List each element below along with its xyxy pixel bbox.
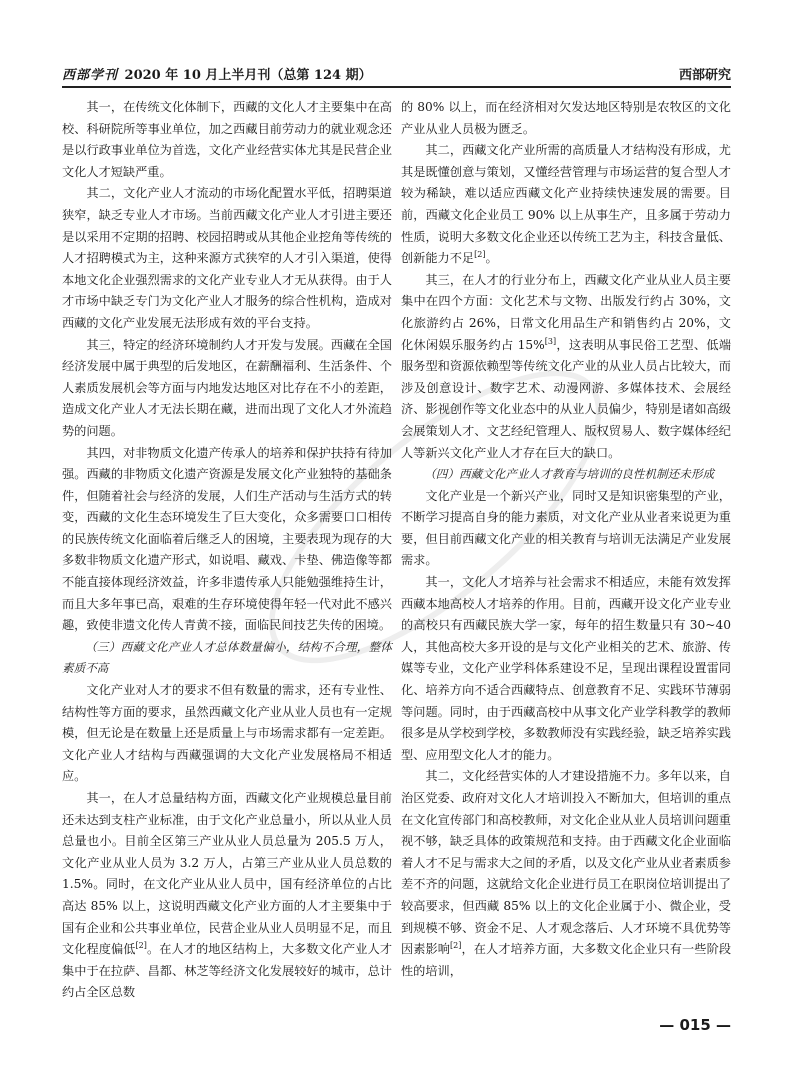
section-title: 西部研究 — [678, 68, 731, 83]
paragraph-text: 其一，在传统文化体制下，西藏的文化人才主要集中在高校、科研院所等事业单位，加之西藏目前劳动力的就业观念还是以行政事业单位为首选，文化产业经营实体尤其是民营企业文化人才短缺严重。 — [62, 100, 392, 179]
paragraph-text: （四）西藏文化产业人才教育与培训的良性机制还未形成 — [424, 467, 715, 482]
paragraph — [401, 572, 731, 766]
citation-ref: [3] — [544, 336, 557, 346]
paragraph-text: 文化产业是一个新兴产业，同时又是知识密集型的产业，不断学习提高自身的能力素质，对文化产业从业者来说更为重要，但目前西藏文化产业的相关教育与培训无法满足产业发展需求。 — [401, 488, 731, 568]
paragraph — [401, 140, 731, 270]
paragraph-text-tail: ，这表明从事民俗工艺型、低端服务型和资源依赖型等传统文化产业的从业人员占比较大，而涉及创意设计、数字艺术、动漫网游、多媒体技术、会展经济、影视创作等文化业态中的从业人员偏少，特别是诸如高级会展策划人才、文艺经纪管理人、版权贸易人、数字媒体经纪人等新兴文化产业人才存在巨大的缺口。 — [401, 337, 732, 460]
paragraph — [62, 788, 392, 1004]
paragraph — [62, 443, 392, 637]
paragraph-text-tail: 。在人才的地区结构上，大多数文化产业人才集中于在拉萨、昌都、林芝等经济文化发展较好的城市，总计约占全区总数 — [62, 942, 393, 1000]
page-number: — 015 — — [659, 1016, 731, 1034]
journal-logo: 西部学刊 — [62, 68, 119, 83]
paragraph-text: 其二，文化经营实体的人才建设措施不力。多年以来，自治区党委、政府对文化人才培训投入不断加大，但培训的重点在文化宣传部门和高校教师，对文化企业从业人员培训问题重视不够，缺乏具体的政策规范和支持。由于西藏文化企业面临着人才不足与需求大之间的矛盾，以及文化产业从业者素质参差不齐的问题，这就给文化企业进行员工在职岗位培训提出了较高要求，但西藏 85% 以上的文化企业属于小、微企业，受到规模不够、资金不足、人才观念落后、人才环境不具优势等因素影响 — [401, 769, 731, 957]
subsection-heading — [62, 637, 392, 680]
paragraph-text: 其一，文化人才培养与社会需求不相适应，未能有效发挥西藏本地高校人才培养的作用。目前，西藏开设文化产业专业的高校只有西藏民族大学一家，每年的招生数量只有 30~40 人，其他高校大多开设的是与文化产业相关的艺术、旅游、传媒等专业，文化产业学科体系建设不足，呈现出课程设置雷同化、培养方向不适合西藏特点、创意教育不足、实践环节薄弱等问题。同时，由于西藏高校中从事文化产业学科教学的教师很多是从学校到学校，多数教师没有实践经验，缺乏培养实践型、应用型文化人才的能力。 — [401, 575, 731, 762]
left-column — [62, 97, 392, 1004]
paragraph — [62, 335, 392, 443]
paragraph-text: （三）西藏文化产业人才总体数量偏小，结构不合理，整体素质不高 — [62, 639, 392, 676]
paragraph — [62, 97, 392, 183]
paragraph-text: 其三，特定的经济环境制约人才开发与发展。西藏在全国经济发展中属于典型的后发地区，在薪酬福利、生活条件、个人素质发展机会等方面与内地发达地区对比存在不小的差距，造成文化产业人才无法长期在藏，进而出现了文化人才外流趋势的问题。 — [62, 337, 392, 438]
paragraph — [62, 183, 392, 334]
right-column — [401, 97, 731, 982]
issue-info: 2020 年 10 月上半月刊（总第 124 期） — [124, 68, 372, 83]
paragraph-text: 其一，在人才总量结构方面，西藏文化产业规模总量目前还未达到支柱产业标准，由于文化产业总量小，所以从业人员总量也小。目前全区第三产业从业人员总量为 205.5 万人，文化产业从业人员为 3.2 万人，占第三产业从业人员总数的 1.5%。同时，在文化产业从业人员中，国有经济单位的占比高达 85% 以上，这说明西藏文化产业方面的人才主要集中于国有企业和公共事业单位，民营企业从业人员明显不足，而且文化程度偏低 — [62, 791, 392, 957]
paragraph — [62, 680, 392, 788]
citation-ref: [2] — [450, 941, 462, 951]
paragraph-text: 其二，西藏文化产业所需的高质量人才结构没有形成，尤其是既懂创意与策划，又懂经营管理与市场运营的复合型人才较为稀缺，难以适应西藏文化产业持续快速发展的需要。目前，西藏文化企业员工 90% 以上从事生产，且多属于劳动力性质，说明大多数文化企业还以传统工艺为主，科技含量低、创新能力不足 — [401, 143, 731, 266]
citation-ref: [2] — [135, 941, 147, 951]
paragraph-text-tail: 。 — [485, 251, 498, 266]
paragraph — [401, 270, 731, 464]
paragraph-text: 其三，在人才的行业分布上，西藏文化产业从业人员主要集中在四个方面：文化艺术与文物、出版发行约占 30%，文化旅游约占 26%，日常文化用品生产和销售约占 20%，文化休闲娱乐服务约占 15% — [401, 272, 731, 352]
paragraph-text: 其四，对非物质文化遗产传承人的培养和保护扶持有待加强。西藏的非物质文化遗产资源是发展文化产业独特的基础条件，但随着社会与经济的发展，人们生产活动与生活方式的转变，西藏的文化生态环境发生了巨大变化，众多需要口口相传的民族传统文化面临着后继乏人的困境，主要表现为现存的大多数非物质文化遗产形式，如说唱、藏戏、卡垫、佛造像等都不能直接体现经济效益，许多非遗传承人只能勉强维持生计，而且大多年事已高，艰难的生存环境使得年轻一代对此不感兴趣，致使非遗文化传人青黄不接，面临民间技艺失传的困境。 — [62, 445, 392, 633]
header-rule — [62, 86, 731, 88]
paragraph — [401, 486, 731, 572]
paragraph-text: 其二，文化产业人才流动的市场化配置水平低，招聘渠道狭窄，缺乏专业人才市场。当前西藏文化产业人才引进主要还是以采用不定期的招聘、校园招聘或从其他企业挖角等传统的人才招聘模式为主，这种来源方式狭窄的人才引入渠道，使得本地文化企业强烈需求的文化产业专业人才无从获得。由于人才市场中缺乏专门为文化产业人才服务的综合性机构，造成对西藏的文化产业发展无法形成有效的平台支持。 — [62, 186, 392, 330]
journal-masthead — [62, 64, 372, 83]
citation-ref: [2] — [474, 250, 486, 260]
paragraph-text: 文化产业对人才的要求不但有数量的需求，还有专业性、结构性等方面的要求，虽然西藏文化产业从业人员也有一定规模，但无论是在数量上还是质量上与市场需求都有一定差距。文化产业人才结构与西藏强调的大文化产业发展格局不相适应。 — [62, 683, 392, 784]
page-header — [62, 64, 731, 84]
subsection-heading — [401, 464, 731, 486]
paragraph-continued — [401, 97, 731, 140]
paragraph — [401, 766, 731, 982]
paragraph-text-tail: ，在人才培养方面，大多数文化企业只有一些阶段性的培训， — [401, 942, 732, 978]
paragraph-text: 的 80% 以上，而在经济相对欠发达地区特别是农牧区的文化产业从业人员极为匮乏。 — [401, 100, 731, 136]
